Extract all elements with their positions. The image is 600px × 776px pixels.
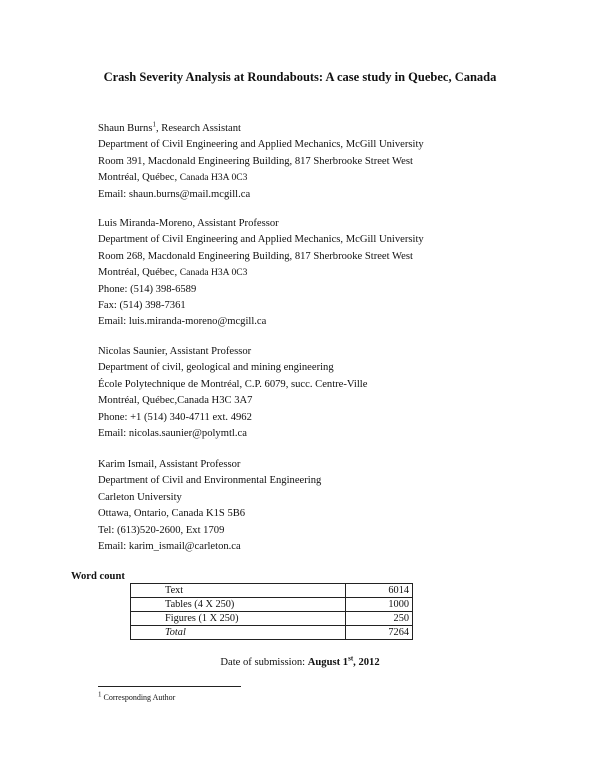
email-line: Email: shaun.burns@mail.mcgill.ca	[98, 188, 251, 200]
email-line: Email: karim_ismail@carleton.ca	[98, 541, 241, 553]
author-name-line	[98, 121, 424, 137]
submission-prefix: Date of submission:	[220, 657, 308, 668]
author-block-2	[98, 216, 424, 331]
city: Montréal, Québec,	[98, 172, 180, 184]
author-block-1	[98, 121, 424, 203]
author-block-3	[98, 344, 367, 442]
affiliation-line: Department of Civil and Environmental Engineering	[98, 475, 322, 487]
table-row	[131, 598, 413, 612]
author-name-line	[98, 457, 321, 473]
author-role: , Assistant Professor	[154, 459, 241, 470]
author-name: Karim Ismail	[98, 459, 155, 470]
submission-date-text: August 1	[307, 657, 349, 668]
table-cell-label: Figures (1 X 250)	[131, 612, 346, 626]
phone-line: Phone: (514) 398-6589	[98, 283, 197, 295]
email-line: Email: luis.miranda-moreno@mcgill.ca	[98, 316, 267, 328]
table-row	[131, 612, 413, 626]
address-line: Room 268, Macdonald Engineering Building, 817 Sherbrooke Street West	[98, 250, 413, 262]
author-name-line	[98, 344, 367, 360]
table-cell-label: Total	[131, 626, 346, 640]
table-row	[131, 584, 413, 598]
author-name-line	[98, 216, 424, 232]
author-role: , Assistant Professor	[192, 218, 279, 229]
submission-year: , 2012	[353, 657, 380, 668]
table-cell-value: 1000	[346, 598, 413, 612]
address-line: École Polytechnique de Montréal, C.P. 6079, succ. Centre-Ville	[98, 378, 368, 390]
author-name: Nicolas Saunier	[98, 346, 165, 357]
city-line	[98, 170, 424, 186]
university-line: Carleton University	[98, 491, 182, 503]
email-line: Email: nicolas.saunier@polymtl.ca	[98, 428, 247, 440]
footnote-rule	[98, 686, 241, 687]
phone-line: Tel: (613)520-2600, Ext 1709	[98, 524, 225, 536]
date-ordinal: st	[348, 654, 354, 663]
word-count-heading: Word count	[71, 571, 125, 582]
word-count-table	[130, 583, 413, 640]
paper-title: Crash Severity Analysis at Roundabouts: A case study in Quebec, Canada	[103, 70, 497, 84]
city-line: Montréal, Québec,Canada H3C 3A7	[98, 395, 253, 407]
table-cell-value: 250	[346, 612, 413, 626]
fax-line: Fax: (514) 398-7361	[98, 300, 186, 312]
author-block-4	[98, 457, 321, 555]
submission-date-line	[0, 654, 600, 668]
affiliation-line: Department of civil, geological and mining engineering	[98, 362, 334, 374]
author-role: , Assistant Professor	[164, 346, 252, 357]
city-line	[98, 265, 424, 281]
table-cell-label: Tables (4 X 250)	[131, 598, 346, 612]
table-cell-label: Text	[131, 584, 346, 598]
phone-line: Phone: +1 (514) 340-4711 ext. 4962	[98, 411, 252, 423]
city: Montréal, Québec,	[98, 267, 180, 279]
city-line: Ottawa, Ontario, Canada K1S 5B6	[98, 508, 246, 520]
affiliation-line: Department of Civil Engineering and Applied Mechanics, McGill University	[98, 234, 424, 246]
author-name: Luis Miranda-Moreno	[98, 218, 193, 229]
submission-date	[307, 654, 380, 668]
table-cell-value: 6014	[346, 584, 413, 598]
author-role: , Research Assistant	[155, 123, 241, 134]
footnote	[98, 690, 176, 702]
footnote-marker: 1	[152, 120, 156, 129]
footnote-text: Corresponding Author	[101, 693, 176, 702]
footnote-mark: 1	[98, 690, 102, 699]
table-cell-value: 7264	[346, 626, 413, 640]
author-name: Shaun Burns	[98, 123, 153, 134]
table-row-total	[131, 626, 413, 640]
affiliation-line: Department of Civil Engineering and Applied Mechanics, McGill University	[98, 139, 424, 151]
country-postal: Canada H3A 0C3	[179, 267, 248, 279]
address-line: Room 391, Macdonald Engineering Building, 817 Sherbrooke Street West	[98, 155, 413, 167]
country-postal: Canada H3A 0C3	[179, 172, 248, 184]
